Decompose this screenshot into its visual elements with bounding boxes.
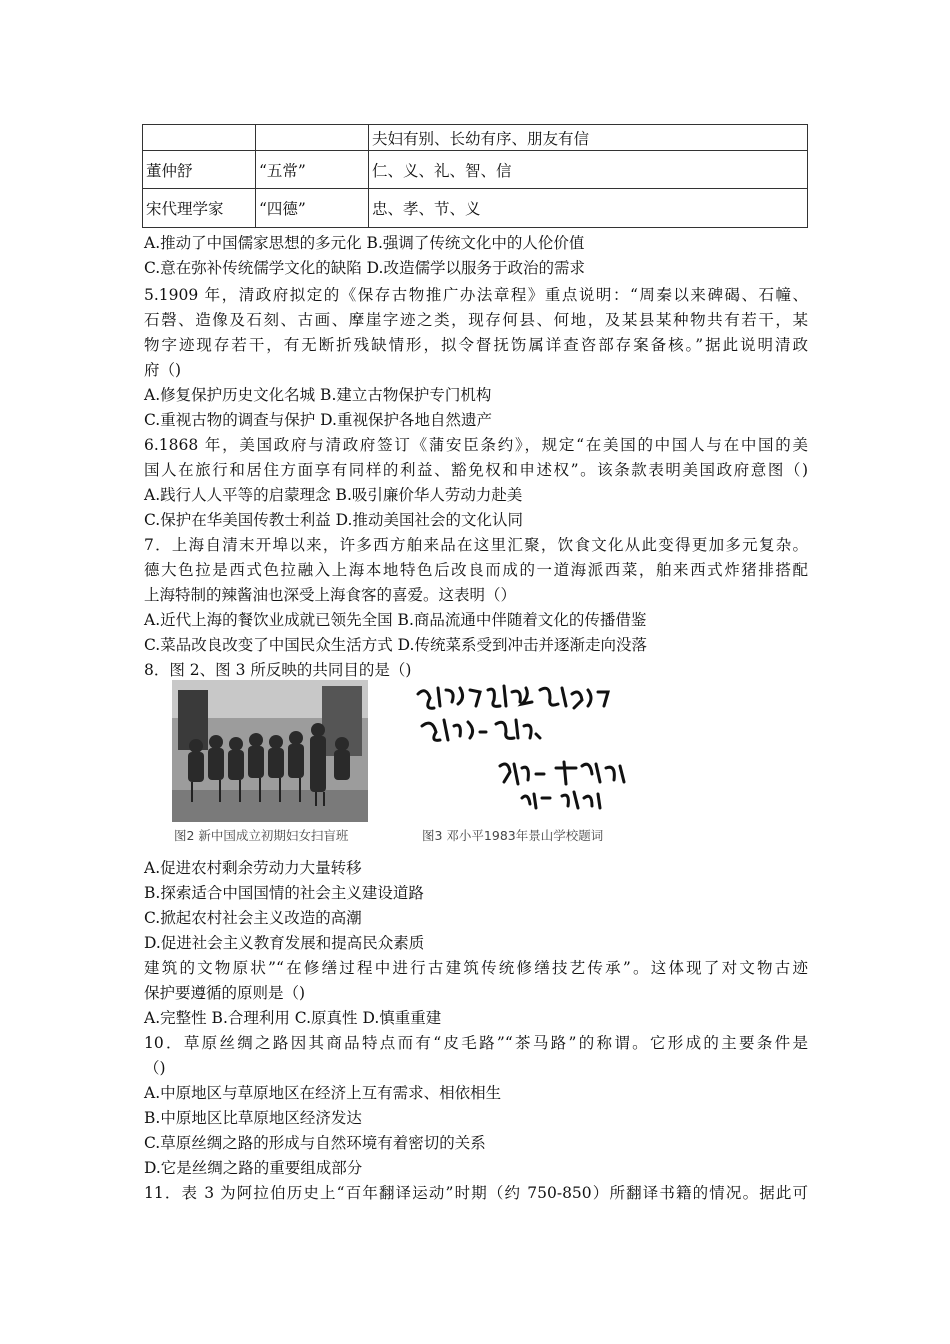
q9-stem-line: 保护要遵循的原则是（) <box>144 984 306 1002</box>
q8-figures <box>172 680 632 845</box>
q8-option-line: C.掀起农村社会主义改造的高潮 <box>144 909 362 927</box>
fig2-caption: 图2 新中国成立初期妇女扫盲班 <box>174 828 349 843</box>
q9-stem-line: 建筑的文物原状”“在修缮过程中进行古建筑传统修缮技艺传承”。这体现了对文物古迹 <box>144 959 808 977</box>
q4-option-line: C.意在弥补传统儒学文化的缺陷 D.改造儒学以服务于政治的需求 <box>144 259 585 277</box>
table-cell <box>143 125 256 151</box>
table-cell: 忠、孝、节、义 <box>369 189 808 228</box>
table-cell: 夫妇有别、长幼有序、朋友有信 <box>369 125 808 151</box>
q8-stem-line: 8．图 2、图 3 所反映的共同目的是（) <box>144 661 412 679</box>
q8-option-line: D.促进社会主义教育发展和提高民众素质 <box>144 934 425 952</box>
q8-option-line: A.促进农村剩余劳动力大量转移 <box>144 859 362 877</box>
q5-stem-line: 府（) <box>144 361 182 379</box>
q10-option-line: A.中原地区与草原地区在经济上互有需求、相依相生 <box>144 1084 502 1102</box>
q10-stem-line: 10．草原丝绸之路因其商品特点而有“皮毛路”“茶马路”的称谓。它形成的主要条件是 <box>144 1034 808 1052</box>
q10-option-line: B.中原地区比草原地区经济发达 <box>144 1109 362 1127</box>
q5-stem-line: 物字迹现存若干，有无断折残缺情形，拟令督抚饬属详查咨部存案备核。”据此说明清政 <box>144 336 808 354</box>
q7-option-line: C.菜品改良改变了中国民众生活方式 D.传统菜系受到冲击并逐渐走向没落 <box>144 636 647 654</box>
table-cell: “四德” <box>256 189 369 228</box>
q10-stem-line: （) <box>144 1059 166 1077</box>
q6-stem-line: 国人在旅行和居住方面享有同样的利益、豁免权和申述权”。该条款表明美国政府意图（) <box>144 461 808 479</box>
q4-option-line: A.推动了中国儒家思想的多元化 B.强调了传统文化中的人伦价值 <box>144 234 585 252</box>
table-row <box>143 189 808 228</box>
q5-stem-line: 5.1909 年，清政府拟定的《保存古物推广办法章程》重点说明：“周秦以来碑碣、石幢、 <box>144 286 808 304</box>
table-cell: 宋代理学家 <box>143 189 256 228</box>
table-cell: “五常” <box>256 151 369 189</box>
table-cell: 仁、义、礼、智、信 <box>369 151 808 189</box>
q10-option-line: D.它是丝绸之路的重要组成部分 <box>144 1159 363 1177</box>
q7-option-line: A.近代上海的餐饮业成就已领先全国 B.商品流通中伴随着文化的传播借鉴 <box>144 611 647 629</box>
table-row <box>143 151 808 189</box>
q11-stem-line: 11．表 3 为阿拉伯历史上“百年翻译运动”时期（约 750-850）所翻译书籍的情况。据此可 <box>144 1184 808 1202</box>
q7-stem-line: 7．上海自清末开埠以来，许多西方舶来品在这里汇聚，饮食文化从此变得更加多元复杂。 <box>144 536 808 554</box>
table-cell <box>256 125 369 151</box>
table-cell: 董仲舒 <box>143 151 256 189</box>
q10-option-line: C.草原丝绸之路的形成与自然环境有着密切的关系 <box>144 1134 486 1152</box>
q5-option-line: A.修复保护历史文化名城 B.建立古物保护专门机构 <box>144 386 492 404</box>
q6-option-line: C.保护在华美国传教士利益 D.推动美国社会的文化认同 <box>144 511 523 529</box>
q5-option-line: C.重视古物的调查与保护 D.重视保护各地自然遗产 <box>144 411 492 429</box>
literacy-class-photo <box>172 680 368 822</box>
q6-option-line: A.践行人人平等的启蒙理念 B.吸引廉价华人劳动力赴美 <box>144 486 523 504</box>
q5-stem-line: 石磬、造像及石刻、古画、摩崖字迹之类，现存何县、何地，及某县某种物共有若干，某 <box>144 311 808 329</box>
q7-stem-line: 德大色拉是西式色拉融入上海本地特色后改良而成的一道海派西菜，舶来西式炸猪排搭配 <box>144 561 808 579</box>
q6-stem-line: 6.1868 年，美国政府与清政府签订《蒲安臣条约》，规定“在美国的中国人与在中国的美 <box>144 436 808 454</box>
q9-option-line: A.完整性 B.合理利用 C.原真性 D.慎重重建 <box>144 1009 442 1027</box>
q8-option-line: B.探索适合中国国情的社会主义建设道路 <box>144 884 424 902</box>
ethics-table <box>142 124 808 228</box>
q7-stem-line: 上海特制的辣酱油也深受上海食客的喜爱。这表明（） <box>144 586 517 604</box>
fig3-caption: 图3 邓小平1983年景山学校题词 <box>422 828 604 843</box>
deng-inscription-calligraphy <box>412 680 642 830</box>
table-row <box>143 125 808 151</box>
